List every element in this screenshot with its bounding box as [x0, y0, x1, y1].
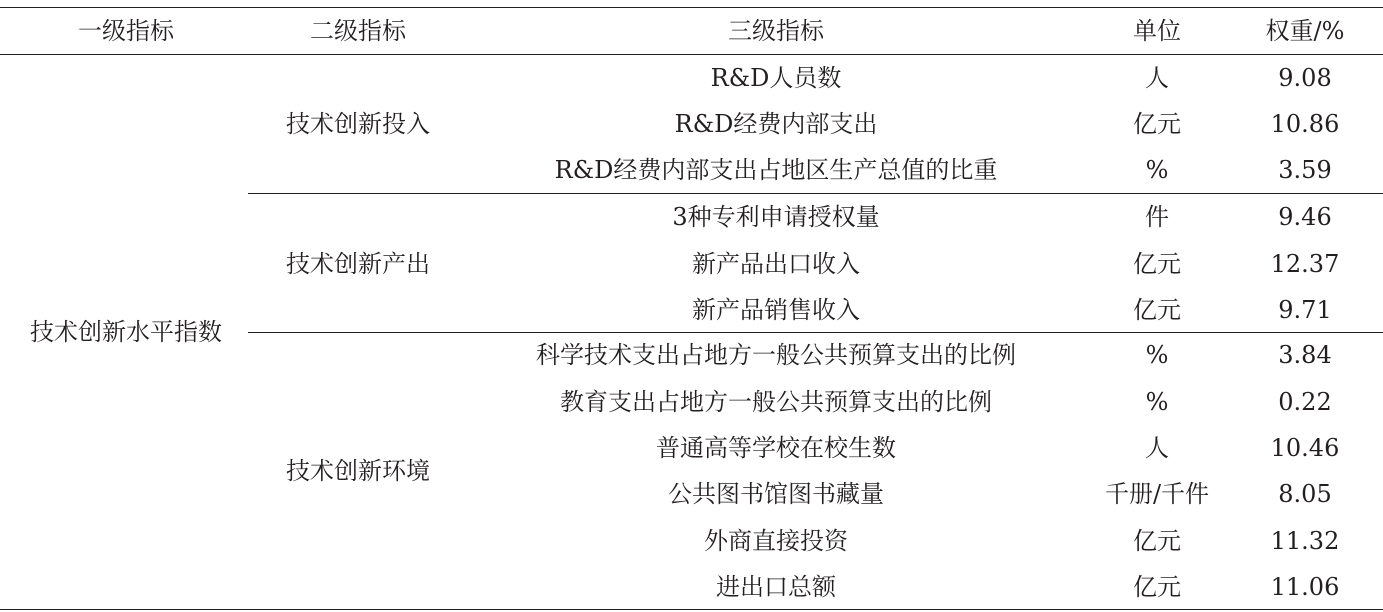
- table-row-indicator: 进出口总额: [716, 573, 836, 601]
- table-row-unit: 亿元: [1133, 110, 1181, 138]
- table-row-indicator: R&D经费内部支出: [674, 110, 878, 138]
- table-row-weight: 11.32: [1270, 527, 1340, 555]
- table-row-weight: 9.08: [1278, 64, 1332, 92]
- table-row-weight: 9.46: [1278, 203, 1332, 231]
- group-label-input: 技术创新投入: [286, 110, 430, 138]
- table-row-indicator: R&D人员数: [710, 64, 842, 92]
- table-row-indicator: R&D经费内部支出占地区生产总值的比重: [554, 156, 998, 184]
- table-row-weight: 10.46: [1270, 434, 1340, 462]
- level1-label: 技术创新水平指数: [30, 318, 222, 346]
- table-row-indicator: 公共图书馆图书藏量: [668, 480, 884, 508]
- table-row-unit: 人: [1145, 434, 1169, 462]
- table-row-indicator: 外商直接投资: [704, 527, 848, 555]
- table-row-indicator: 3种专利申请授权量: [672, 203, 880, 231]
- table-row-weight: 0.22: [1278, 388, 1332, 416]
- table-row-weight: 8.05: [1278, 480, 1332, 508]
- group-label-environment: 技术创新环境: [286, 457, 430, 485]
- table-row-weight: 10.86: [1270, 110, 1340, 138]
- table-row-indicator: 科学技术支出占地方一般公共预算支出的比例: [536, 341, 1016, 369]
- group-label-output: 技术创新产出: [286, 250, 430, 278]
- table-row-unit: 人: [1145, 64, 1169, 92]
- table-row-unit: %: [1145, 156, 1169, 184]
- table-row-unit: 亿元: [1133, 250, 1181, 278]
- table-row-weight: 12.37: [1270, 250, 1340, 278]
- group-divider-1: [248, 193, 1383, 194]
- header-unit: 单位: [1133, 17, 1181, 45]
- group-divider-2: [248, 332, 1383, 333]
- table-top-rule: [0, 7, 1383, 8]
- table-row-indicator: 新产品销售收入: [692, 296, 860, 324]
- table-bottom-rule: [0, 609, 1383, 610]
- header-level2: 二级指标: [310, 17, 406, 45]
- table-row-weight: 3.59: [1278, 156, 1332, 184]
- table-row-indicator: 普通高等学校在校生数: [656, 434, 896, 462]
- table-row-weight: 11.06: [1270, 573, 1340, 601]
- table-row-unit: 亿元: [1133, 527, 1181, 555]
- header-level1: 一级指标: [78, 17, 174, 45]
- table-row-unit: %: [1145, 341, 1169, 369]
- table-row-unit: 件: [1145, 203, 1169, 231]
- table-row-unit: 千册/千件: [1104, 480, 1210, 508]
- table-row-unit: %: [1145, 388, 1169, 416]
- header-weight: 权重/%: [1265, 17, 1345, 45]
- header-bottom-rule: [0, 54, 1383, 55]
- table-row-indicator: 教育支出占地方一般公共预算支出的比例: [560, 388, 992, 416]
- header-level3: 三级指标: [728, 17, 824, 45]
- table-row-indicator: 新产品出口收入: [692, 250, 860, 278]
- table-row-weight: 3.84: [1278, 341, 1332, 369]
- table-row-unit: 亿元: [1133, 296, 1181, 324]
- table-row-unit: 亿元: [1133, 573, 1181, 601]
- table-row-weight: 9.71: [1278, 296, 1332, 324]
